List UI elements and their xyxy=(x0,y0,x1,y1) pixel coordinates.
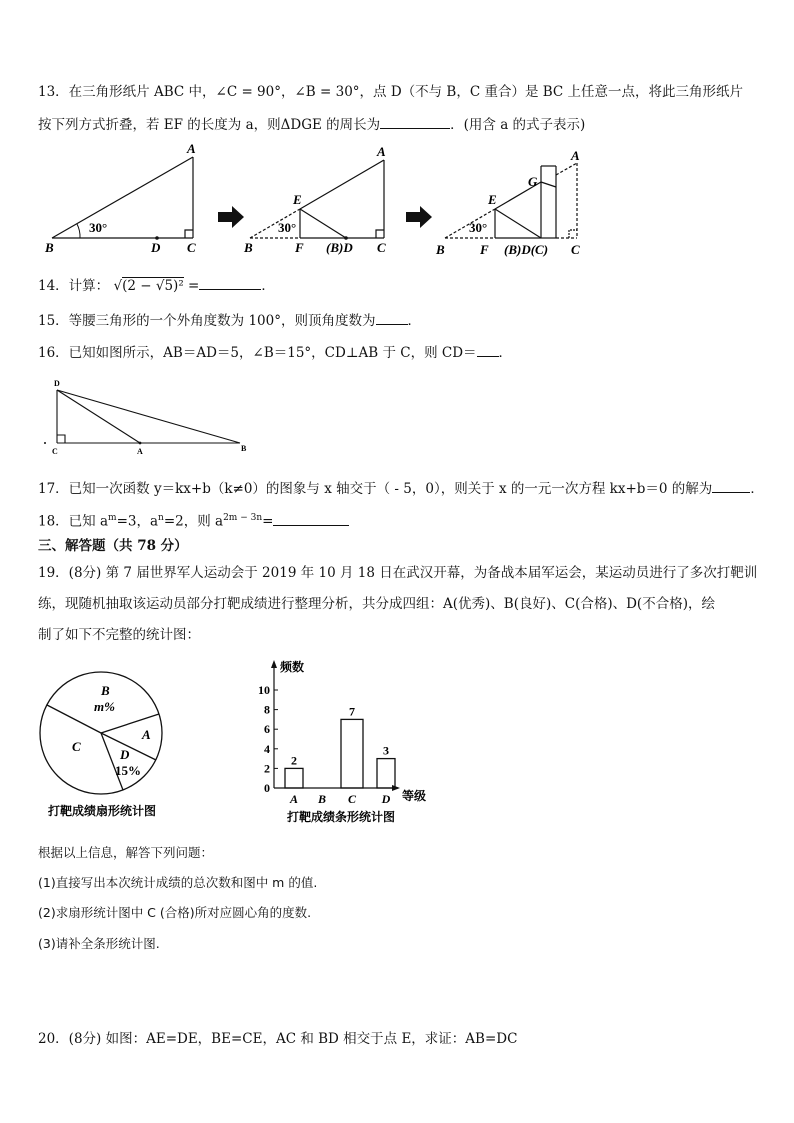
x-tick-label: B xyxy=(317,792,327,806)
q18-mid1: =3，a xyxy=(116,513,159,530)
y-tick-label: 4 xyxy=(264,741,270,756)
sqrt-icon: √ xyxy=(155,278,165,294)
fig2-label-bd: (B)D xyxy=(326,240,353,255)
fig3-label-c: C xyxy=(571,242,580,257)
q19-line2: 练，现随机抽取该运动员部分打靶成绩进行整理分析，共分成四组：A(优秀)、B(良好)、C(合格)、D(不合格)，绘 xyxy=(38,596,715,612)
y-tick-label: 0 xyxy=(264,781,270,795)
q19-sub3: (3)请补全条形统计图. xyxy=(38,936,160,951)
fig2-label-b: B xyxy=(244,240,253,255)
q13-line2-b: ．(用含 a 的式子表示) xyxy=(450,117,586,133)
x-tick-label: A xyxy=(289,792,299,806)
bar-chart-title: 打靶成绩条形统计图 xyxy=(287,810,396,824)
pie-label-m: m% xyxy=(94,699,115,714)
y-tick-label: 6 xyxy=(264,722,270,737)
pie-divider-a-d xyxy=(101,733,156,760)
pie-label-d-pct: 15% xyxy=(115,763,141,778)
fig3-angle: 30° xyxy=(469,220,488,235)
q14-prefix: 14．计算： xyxy=(38,278,110,294)
q18 xyxy=(38,508,349,532)
q18-sup-n: n xyxy=(158,513,164,523)
q14-radicand xyxy=(122,277,184,294)
q18-answer-blank xyxy=(273,511,349,526)
q20: 20．(8分) 如图：AE=DE，BE=CE，AC 和 BD 相交于点 E，求证：AB=DC xyxy=(38,1031,518,1047)
arrow-right-icon xyxy=(218,206,244,228)
section3-title: 三、解答题（共 78 分） xyxy=(38,538,188,554)
fig2-label-f: F xyxy=(295,240,304,255)
y-tick-label: 8 xyxy=(264,702,270,717)
q16-answer-blank xyxy=(477,342,499,357)
q19-info: 根据以上信息，解答下列问题： xyxy=(38,845,214,860)
q18-eq: = xyxy=(262,513,274,530)
q16: 16．已知如图所示，AB＝AD＝5，∠B＝15°，CD⊥AB 于 C，则 CD＝ ． xyxy=(38,342,512,363)
q16-label-a: A xyxy=(137,447,143,456)
q14-radicand-text: (2 − xyxy=(122,278,156,294)
x-tick-label: D xyxy=(381,792,391,806)
bar xyxy=(285,768,303,788)
q19-sub2: (2)求扇形统计图中 C (合格)所对应圆心角的度数. xyxy=(38,905,312,920)
pie-caption: 打靶成绩扇形统计图 xyxy=(48,804,157,818)
y-axis-arrow-icon xyxy=(271,660,277,668)
q14: 14．计算： √(2 − √5)² = ． xyxy=(38,275,275,296)
fig3-label-e: E xyxy=(488,192,497,207)
q19-line1: 19．(8分) 第 7 届世界军人运动会于 2019 年 10 月 18 日在武汉开幕，为备战本届军运会，某运动员进行了多次打靶训 xyxy=(38,565,758,581)
fig2-label-e: E xyxy=(293,192,302,207)
arrow-right-icon xyxy=(406,206,432,228)
fig3-label-f: F xyxy=(480,242,489,257)
pie-label-a: A xyxy=(142,727,151,742)
q19-line3: 制了如下不完整的统计图： xyxy=(38,627,200,643)
q14-eq: = xyxy=(188,278,200,294)
q18-sup-exp: 2m − 3n xyxy=(223,513,263,523)
fig3-triangle xyxy=(445,163,577,238)
q13-line2 xyxy=(38,114,585,135)
fig1-point-d xyxy=(155,236,159,240)
q13-line1: 13．在三角形纸片 ABC 中，∠C = 90°，∠B = 30°，点 D（不与 B，C 重合）是 BC 上任意一点，将此三角形纸片 xyxy=(38,84,744,100)
q17: 17．已知一次函数 y＝kx+b（k≠0）的图象与 x 轴交于（ - 5，0），则关于 x 的一元一次方程 kx+b＝0 的解为 ． xyxy=(38,478,764,499)
q16-text: 16．已知如图所示，AB＝AD＝5，∠B＝15°，CD⊥AB 于 C，则 CD＝ xyxy=(38,345,477,361)
bar-data-label: 7 xyxy=(349,704,355,719)
bar-data-label: 2 xyxy=(291,753,297,768)
q13-line2-a: 按下列方式折叠，若 EF 的长度为 a，则ΔDGE 的周长为 xyxy=(38,117,381,133)
fig1-label-a: A xyxy=(187,141,196,156)
fig1-label-c: C xyxy=(187,240,196,255)
pie-label-c: C xyxy=(72,739,81,754)
q15-answer-blank xyxy=(376,310,408,325)
bar-data-label: 3 xyxy=(383,743,389,758)
y-axis-label: 频数 xyxy=(280,660,305,674)
bar xyxy=(341,719,363,788)
fig3-label-bdc: (B)D(C) xyxy=(504,242,549,257)
q17-answer-blank xyxy=(712,478,750,493)
fig1-label-d: D xyxy=(151,240,161,255)
x-axis-label: 等级 xyxy=(402,789,427,803)
pie-divider-c-b xyxy=(47,705,101,733)
q14-root5: 5 xyxy=(164,278,174,294)
pie-label-d: D xyxy=(120,747,130,762)
fig2-label-a: A xyxy=(377,144,386,159)
q16-label-b: B xyxy=(241,444,247,453)
q18-mid2: =2，则 a xyxy=(163,513,224,530)
fig3-label-b: B xyxy=(436,242,445,257)
fig1-triangle xyxy=(52,157,193,238)
pie-divider-d-c xyxy=(101,733,123,790)
y-tick-label: 2 xyxy=(264,761,270,776)
pie-divider-b-a xyxy=(101,714,159,733)
q13-answer-blank xyxy=(380,114,450,129)
x-axis-arrow-icon xyxy=(392,785,400,791)
q15: 15．等腰三角形的一个外角度数为 100°，则顶角度数为 ． xyxy=(38,310,421,331)
fig1-label-b: B xyxy=(45,240,54,255)
fig2-angle: 30° xyxy=(278,220,297,235)
q14-close: )² xyxy=(173,278,184,294)
q16-label-d: D xyxy=(54,379,60,388)
pie-circle xyxy=(40,672,162,794)
x-tick-label: C xyxy=(347,792,357,806)
y-tick-label: 10 xyxy=(258,683,270,697)
bar xyxy=(377,759,395,788)
pie-label-b: B xyxy=(101,683,110,698)
q14-answer-blank xyxy=(199,275,261,290)
q16-label-c: C xyxy=(52,447,58,456)
sqrt-icon: √ xyxy=(113,278,123,294)
q19-sub1: (1)直接写出本次统计成绩的总次数和图中 m 的值. xyxy=(38,875,318,890)
q18-prefix: 18．已知 a xyxy=(38,513,109,530)
fig3-label-a: A xyxy=(571,148,580,163)
fig2-triangle xyxy=(250,160,384,238)
q17-text: 17．已知一次函数 y＝kx+b（k≠0）的图象与 x 轴交于（ - 5，0），则关于 x 的一元一次方程 kx+b＝0 的解为 xyxy=(38,481,713,497)
fig3-label-g: G xyxy=(528,174,538,189)
fig1-angle: 30° xyxy=(89,220,108,235)
fig2-label-c: C xyxy=(377,240,386,255)
q18-sup-m: m xyxy=(108,513,117,523)
q15-text: 15．等腰三角形的一个外角度数为 100°，则顶角度数为 xyxy=(38,313,376,329)
